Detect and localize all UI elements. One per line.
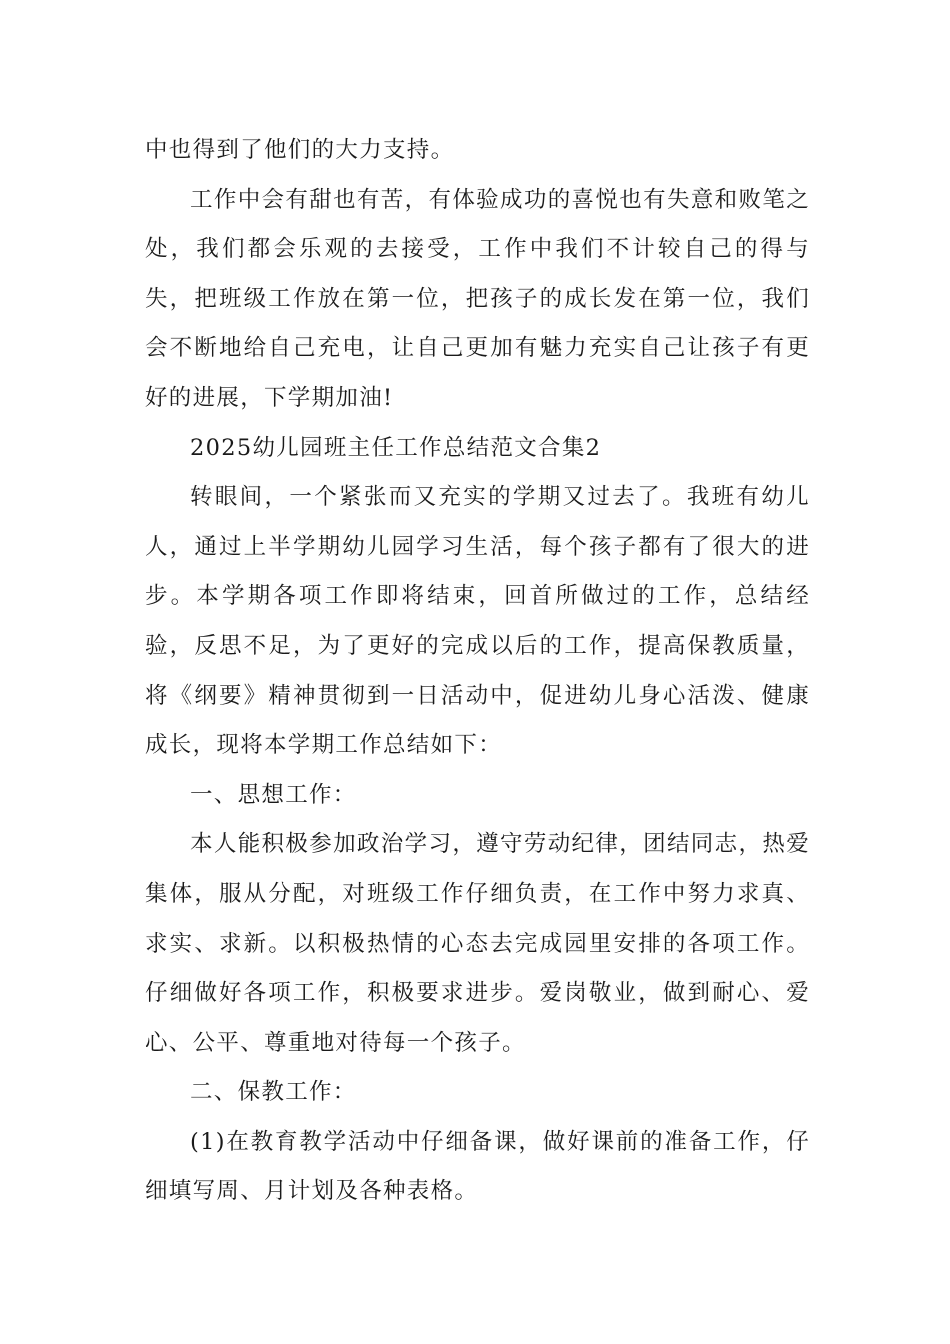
paragraph-intro: 转眼间，一个紧张而又充实的学期又过去了。我班有幼儿人，通过上半学期幼儿园学习生活，每个孩子都有了很大的进步。本学期各项工作即将结束，回首所做过的工作，总结经验，反思不足，为了更好的完成以后的工作，提高保教质量，将《纲要》精神贯彻到一日活动中，促进幼儿身心活泼、健康成长，现将本学期工作总结如下：	[145, 484, 810, 759]
paragraph-continuation: 中也得到了他们的大力支持。	[145, 137, 455, 163]
paragraph-ideology-work: 本人能积极参加政治学习，遵守劳动纪律，团结同志，热爱集体，服从分配，对班级工作仔细负责，在工作中努力求真、求实、求新。以积极热情的心态去完成园里安排的各项工作。仔细做好各项工作，积极要求进步。爱岗敬业，做到耐心、爱心、公平、尊重地对待每一个孩子。	[145, 831, 810, 1056]
section-title: 2025幼儿园班主任工作总结范文合集2	[190, 434, 602, 461]
document-body	[145, 126, 810, 1217]
paragraph-care-education-item-1: (1)在教育教学活动中仔细备课，做好课前的准备工作，仔细填写周、月计划及各种表格。	[145, 1128, 810, 1205]
paragraph-reflection: 工作中会有甜也有苦，有体验成功的喜悦也有失意和败笔之处，我们都会乐观的去接受，工作中我们不计较自己的得与失，把班级工作放在第一位，把孩子的成长发在第一位，我们会不断地给自己充电，让自己更加有魅力充实自己让孩子有更好的进展，下学期加油!	[145, 186, 810, 411]
heading-care-education-work: 二、保教工作：	[190, 1079, 357, 1106]
heading-ideology-work: 一、思想工作：	[190, 781, 357, 808]
